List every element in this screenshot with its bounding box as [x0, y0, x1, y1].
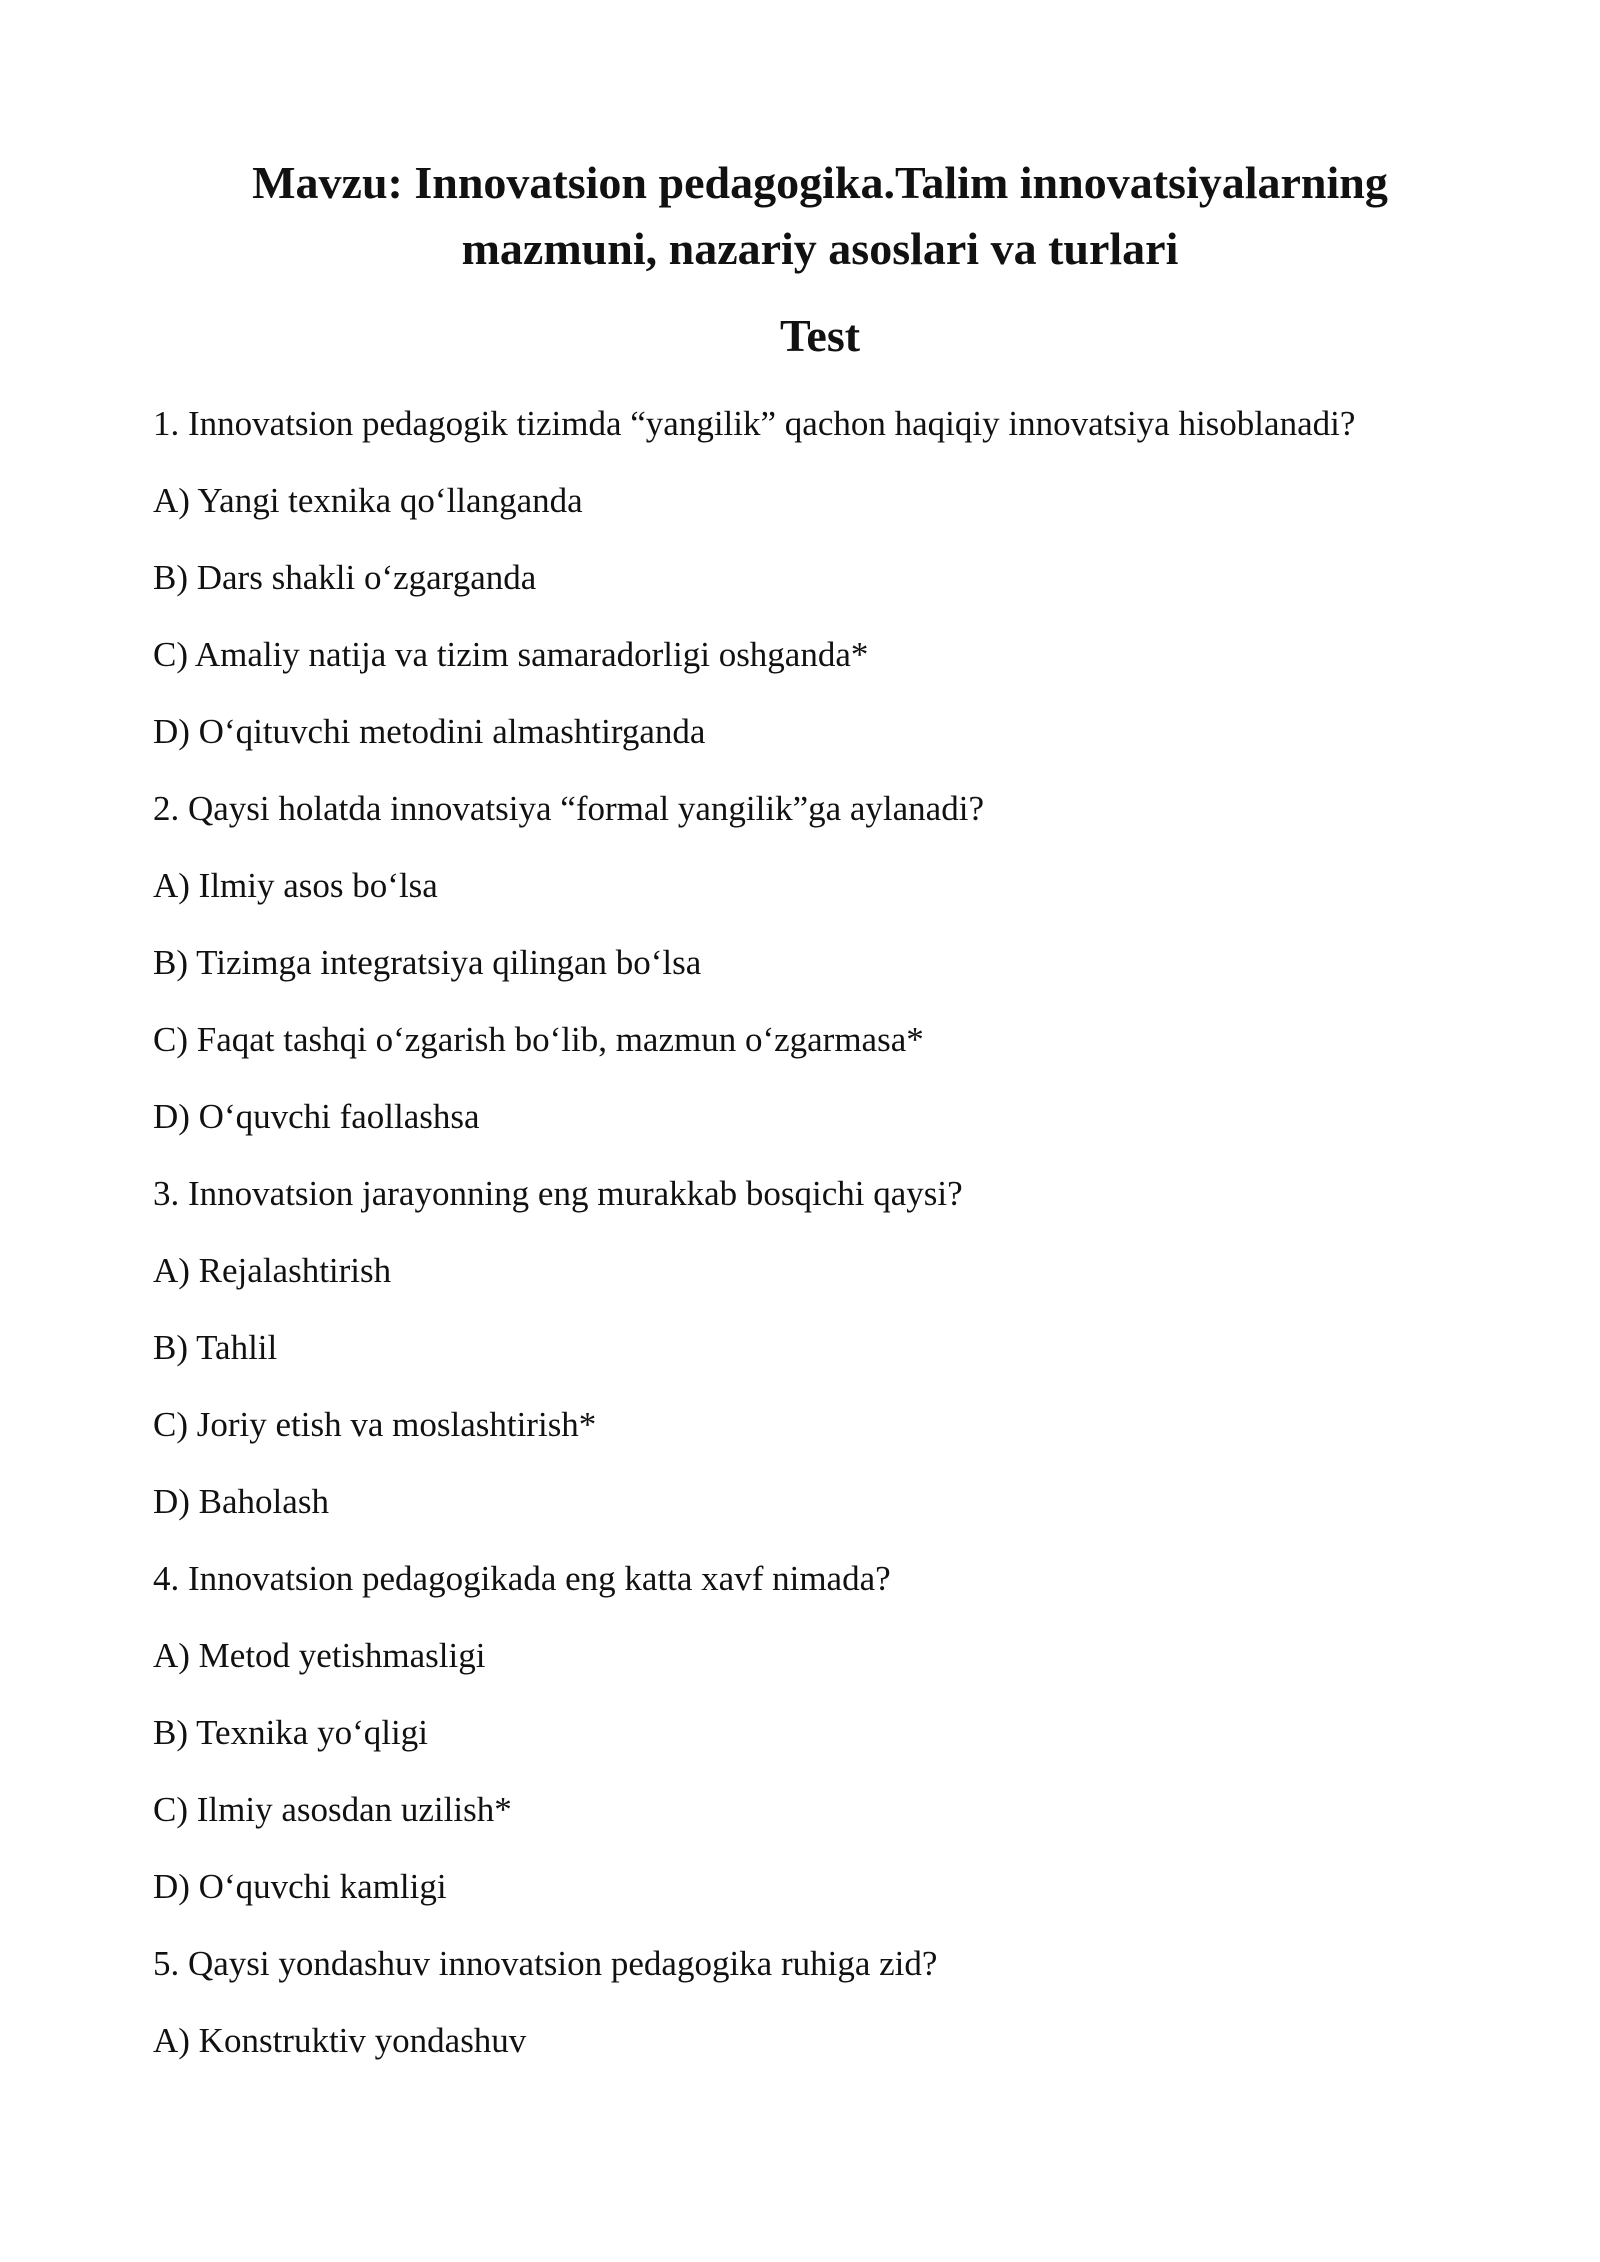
- answer-option: C) Faqat tashqi o‘zgarish bo‘lib, mazmun o‘zgarmasa*: [153, 1020, 924, 1059]
- answer-option: B) Texnika yo‘qligi: [153, 1713, 428, 1752]
- answer-option: C) Amaliy natija va tizim samaradorligi oshganda*: [153, 635, 869, 674]
- answer-option: C) Ilmiy asosdan uzilish*: [153, 1790, 512, 1829]
- question-5: 5. Qaysi yondashuv innovatsion pedagogika ruhiga zid?: [153, 1944, 938, 1983]
- answer-option: D) O‘quvchi kamligi: [153, 1867, 447, 1906]
- answer-option: A) Metod yetishmasligi: [153, 1636, 486, 1675]
- answer-option: C) Joriy etish va moslashtirish*: [153, 1405, 597, 1444]
- question-2: 2. Qaysi holatda innovatsiya “formal yangilik”ga aylanadi?: [153, 789, 984, 828]
- question-1: 1. Innovatsion pedagogik tizimda “yangilik” qachon haqiqiy innovatsiya hisoblanadi?: [153, 404, 1356, 443]
- answer-option: D) Baholash: [153, 1482, 329, 1521]
- answer-option: B) Dars shakli o‘zgarganda: [153, 558, 537, 597]
- answer-option: D) O‘quvchi faollashsa: [153, 1097, 480, 1136]
- answer-option: B) Tahlil: [153, 1328, 278, 1367]
- answer-option: A) Konstruktiv yondashuv: [153, 2021, 527, 2060]
- answer-option: A) Yangi texnika qo‘llanganda: [153, 481, 583, 520]
- title-line-1: Mavzu: Innovatsion pedagogika.Talim innovatsiyalarning: [252, 157, 1388, 208]
- answer-option: A) Rejalashtirish: [153, 1251, 392, 1290]
- title-line-2: mazmuni, nazariy asoslari va turlari: [461, 223, 1179, 274]
- answer-option: B) Tizimga integratsiya qilingan bo‘lsa: [153, 943, 702, 982]
- answer-option: D) O‘qituvchi metodini almashtirganda: [153, 712, 706, 751]
- document-title: [150, 150, 1490, 282]
- answer-option: A) Ilmiy asos bo‘lsa: [153, 866, 438, 905]
- question-3: 3. Innovatsion jarayonning eng murakkab bosqichi qaysi?: [153, 1174, 963, 1213]
- section-heading-test: Test: [779, 310, 861, 361]
- question-4: 4. Innovatsion pedagogikada eng katta xavf nimada?: [153, 1559, 891, 1598]
- question-list: [153, 396, 1473, 2090]
